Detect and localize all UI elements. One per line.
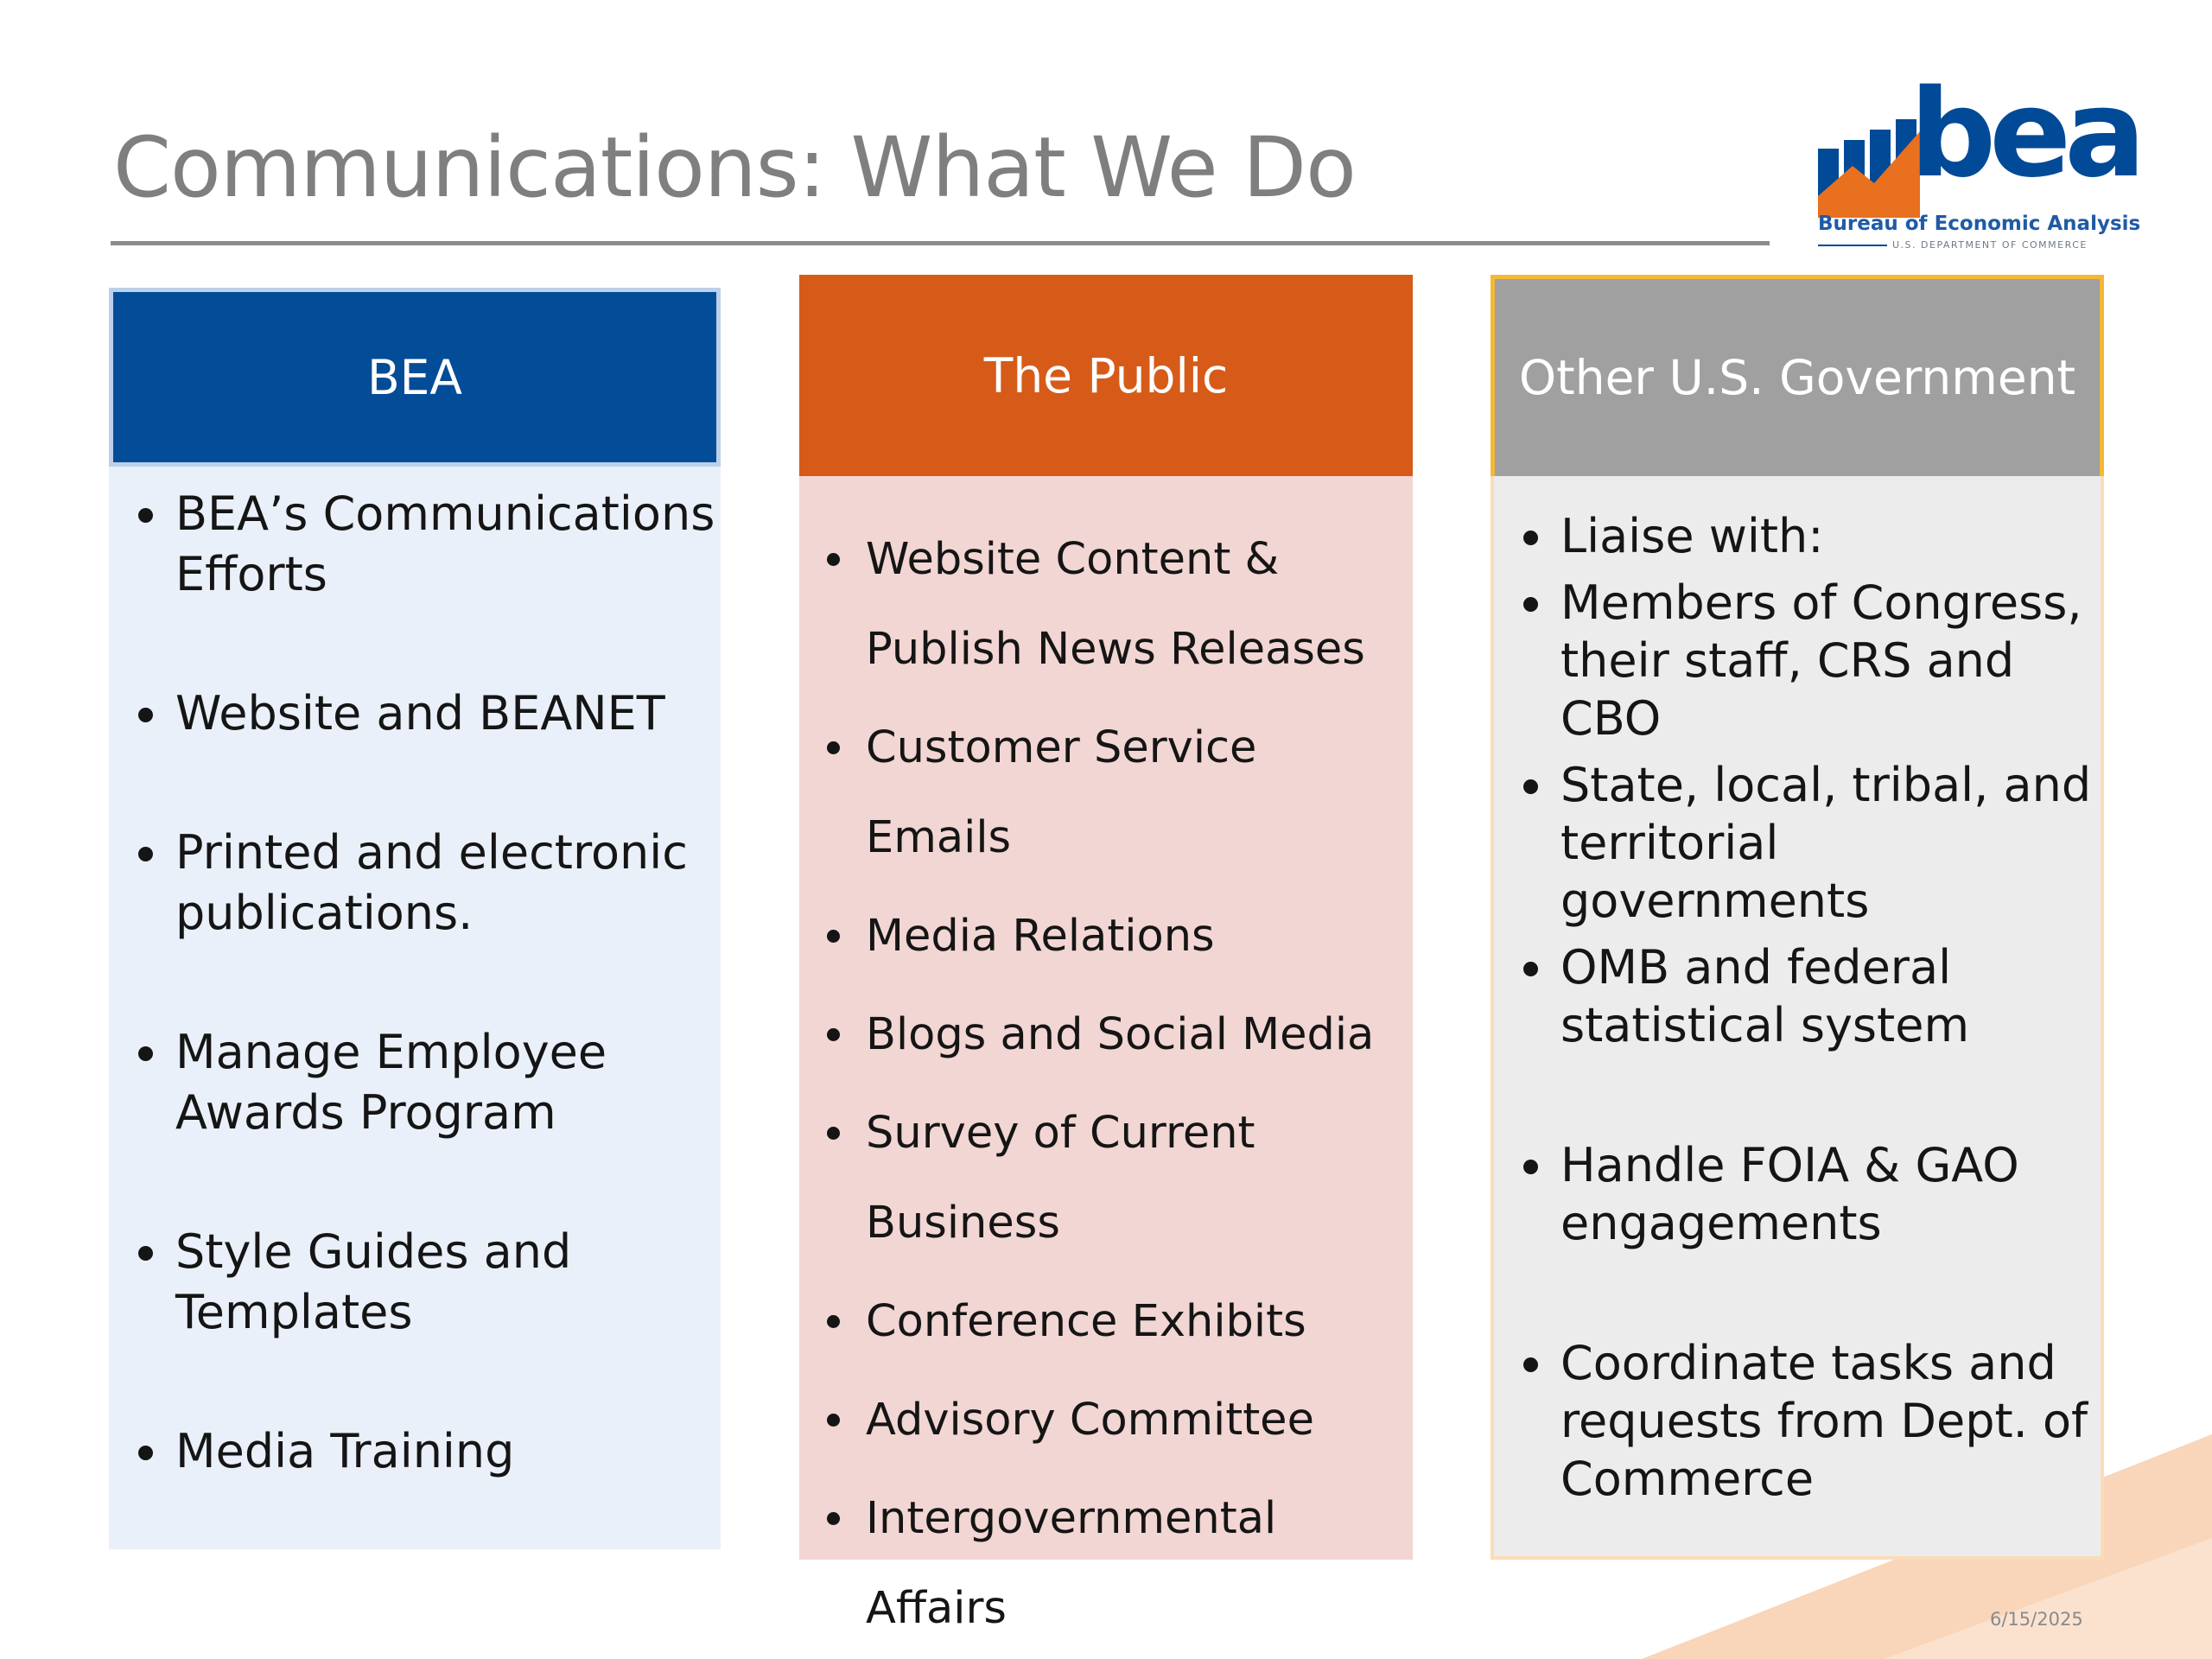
bar-chart-logo-icon xyxy=(1818,114,1922,218)
list-item: Style Guides and Templates xyxy=(109,1222,721,1343)
column-bea-header: BEA xyxy=(109,288,721,467)
title-rule xyxy=(111,241,1770,245)
column-government-header: Other U.S. Government xyxy=(1491,275,2104,476)
column-government xyxy=(1491,275,2104,1560)
list-item: Manage Employee Awards Program xyxy=(109,1022,721,1143)
list-item: Customer Service Emails xyxy=(799,703,1413,883)
list-item: OMB and federal statistical system xyxy=(1494,938,2101,1054)
list-item: Conference Exhibits xyxy=(799,1277,1413,1367)
list-item: Survey of Current Business xyxy=(799,1089,1413,1268)
list-item: Media Relations xyxy=(799,892,1413,982)
column-public xyxy=(799,275,1413,1634)
column-bea xyxy=(109,288,721,1549)
logo-rule xyxy=(1818,245,1887,246)
list-item: Website Content & Publish News Releases xyxy=(799,515,1413,695)
bea-logo xyxy=(1815,64,2141,252)
logo-wordmark: bea xyxy=(1910,64,2139,205)
list-item: Advisory Committee xyxy=(799,1376,1413,1465)
logo-agency-name: Bureau of Economic Analysis xyxy=(1818,213,2141,235)
list-item: Liaise with: xyxy=(1494,507,2101,565)
column-public-header: The Public xyxy=(799,275,1413,476)
column-government-body xyxy=(1494,480,2101,1556)
list-item: Intergovernmental Affairs xyxy=(799,1474,1413,1654)
slide-title: Communications: What We Do xyxy=(113,119,1356,216)
list-item: State, local, tribal, and territorial governments xyxy=(1494,756,2101,930)
footer-date: 6/15/2025 xyxy=(1990,1609,2083,1630)
bea-list xyxy=(109,484,721,1482)
government-list xyxy=(1494,507,2101,1508)
list-item: Website and BEANET xyxy=(109,683,721,744)
list-item: Members of Congress, their staff, CRS and CBO xyxy=(1494,574,2101,747)
public-list xyxy=(799,515,1413,1654)
list-item: Handle FOIA & GAO engagements xyxy=(1494,1136,2101,1252)
list-item: BEA’s Communications Efforts xyxy=(109,484,721,605)
list-item: Coordinate tasks and requests from Dept. of Commerce xyxy=(1494,1334,2101,1508)
logo-department: U.S. DEPARTMENT OF COMMERCE xyxy=(1892,239,2088,251)
list-item: Media Training xyxy=(109,1421,721,1482)
list-item: Blogs and Social Media xyxy=(799,990,1413,1080)
column-bea-body xyxy=(109,467,721,1549)
column-public-body xyxy=(799,476,1413,1634)
list-item: Printed and electronic publications. xyxy=(109,823,721,944)
